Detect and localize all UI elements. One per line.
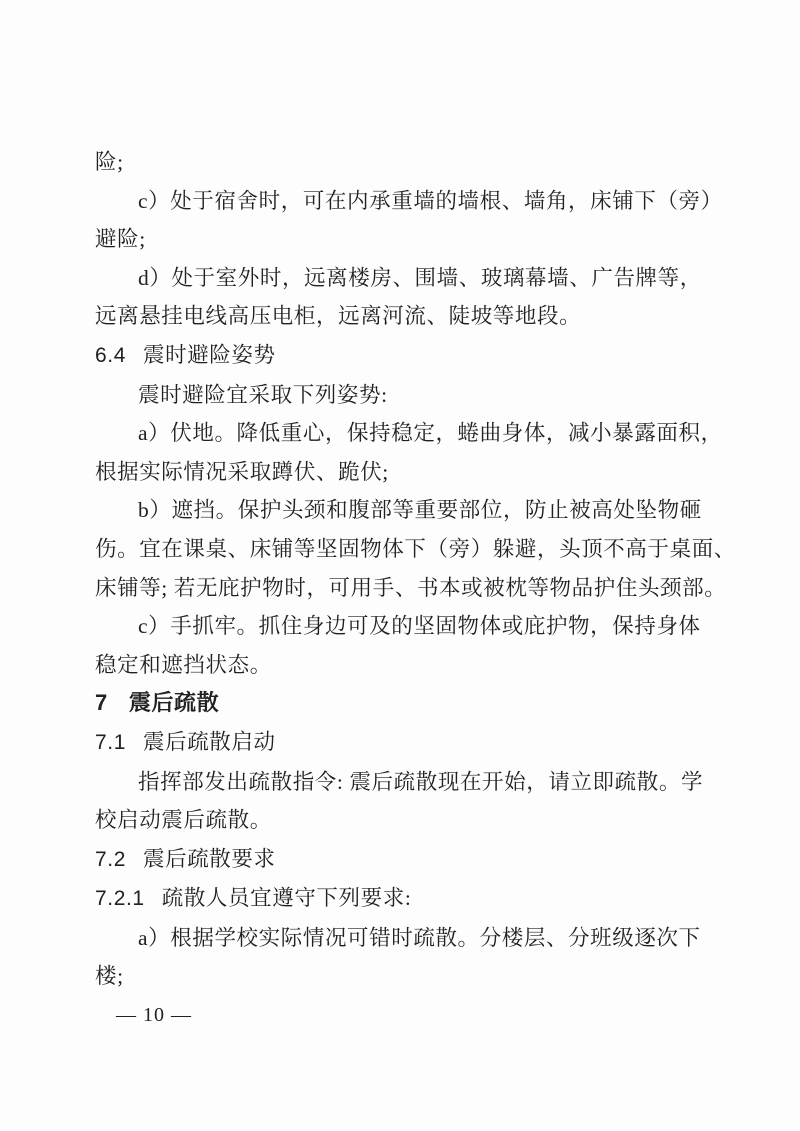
- chapter-number: 7: [95, 690, 108, 716]
- text-line: c）处于宿舍时，可在内承重墙的墙根、墙角，床铺下（旁）: [138, 188, 723, 213]
- text-line: 指挥部发出疏散指令: 震后疏散现在开始，请立即疏散。学: [138, 769, 704, 794]
- text-line: 险;: [95, 150, 124, 174]
- section-heading-7-2: [95, 840, 713, 880]
- section-title: 疏散人员宜遵守下列要求:: [161, 886, 412, 911]
- section-number: 7.1: [95, 730, 126, 754]
- text-line: 稳定和遮挡状态。: [95, 652, 272, 677]
- text-line: d）处于室外时，远离楼房、围墙、玻璃幕墙、广告牌等，: [138, 265, 702, 290]
- chapter-title: 震后疏散: [128, 690, 220, 716]
- text-line: b）遮挡。保护头颈和腹部等重要部位，防止被高处坠物砸: [138, 498, 702, 523]
- section-number: 7.2.1: [95, 887, 145, 911]
- section-heading-7-1: [95, 723, 713, 763]
- chapter-heading-7: [95, 684, 713, 723]
- section-heading-6-4: [95, 336, 713, 376]
- page-number: — 10 —: [116, 1004, 192, 1026]
- text-line: 避险;: [95, 227, 146, 252]
- text-line: 根据实际情况采取蹲伏、跪伏;: [95, 459, 389, 484]
- section-title: 震时避险姿势: [143, 342, 276, 367]
- document-body: [95, 143, 736, 996]
- text-line: a）伏地。降低重心，保持稳定，蜷曲身体，减小暴露面积，: [138, 421, 723, 446]
- text-line: 震时避险宜采取下列姿势:: [138, 382, 388, 407]
- section-title: 震后疏散要求: [143, 846, 276, 871]
- text-line: 校启动震后疏散。: [95, 808, 272, 833]
- text-line: 床铺等; 若无庇护物时，可用手、书本或被枕等物品护住头颈部。: [95, 575, 727, 600]
- text-line: 远离悬挂电线高压电柜，远离河流、陡坡等地段。: [95, 304, 582, 329]
- section-title: 震后疏散启动: [143, 729, 276, 754]
- section-number: 6.4: [95, 343, 126, 367]
- text-line: c）手抓牢。抓住身边可及的坚固物体或庇护物，保持身体: [138, 614, 701, 639]
- section-heading-7-2-1: [95, 879, 713, 919]
- section-number: 7.2: [95, 847, 126, 871]
- text-line: 伤。宜在课桌、床铺等坚固物体下（旁）躲避，头顶不高于桌面、: [95, 536, 736, 561]
- text-line: 楼;: [95, 964, 124, 989]
- text-line: a）根据学校实际情况可错时疏散。分楼层、分班级逐次下: [138, 925, 701, 950]
